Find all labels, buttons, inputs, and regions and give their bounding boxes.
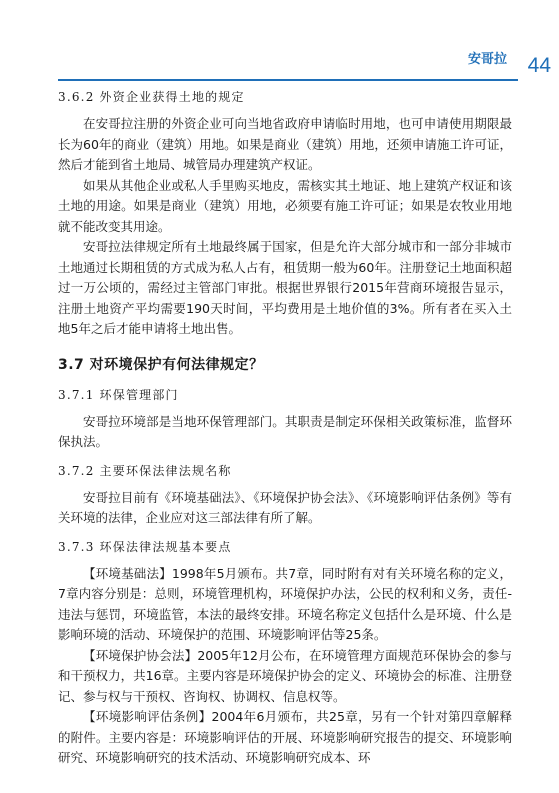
heading-3-6-2: 3.6.2 外资企业获得土地的规定 xyxy=(58,90,245,104)
paragraph: 如果从其他企业或私人手里购买地皮，需核实其土地证、地上建筑产权证和该土地的用途。如果是商业（建筑）用地，必须要有施工许可证；如果是农牧业用地就不能改变其用途。 xyxy=(58,177,512,234)
paragraph: 【环境基础法】1998年5月颁布。共7章，同时附有对有关环境名称的定义，7章内容分别是：总则，环境管理机构，环境保护办法，公民的权利和义务，责任-违法与惩罚，环境监管，本法的最终安排。环境名称定义包括什么是环境、什么是影响环境的活动、环境保护的范围、环境影响评估等25条。 xyxy=(58,565,512,642)
paragraph: 安哥拉目前有《环境基础法》、《环境保护协会法》、《环境影响评估条例》等有关环境的法律，企业应对这三部法律有所了解。 xyxy=(58,489,512,525)
page-body xyxy=(58,88,512,769)
heading-3-7-3: 3.7.3 环保法律法规基本要点 xyxy=(58,539,232,554)
header-divider xyxy=(58,79,518,81)
paragraph: 安哥拉环境部是当地环保管理部门。其职责是制定环保相关政策标准，监督环保执法。 xyxy=(58,413,512,449)
paragraph: 【环境影响评估条例】2004年6月颁布，共25章，另有一个针对第四章解释的附件。主要内容是：环境影响评估的开展、环境影响研究报告的提交、环境影响研究、环境影响研究的技术活动、环境影响研究成本、环 xyxy=(58,709,512,765)
heading-3-7-1: 3.7.1 环保管理部门 xyxy=(58,387,179,402)
paragraph: 在安哥拉注册的外资企业可向当地省政府申请临时用地，也可申请使用期限最长为60年的商业（建筑）用地。如果是商业（建筑）用地，还须申请施工许可证，然后才能到省土地局、城管局办理建筑产权证。 xyxy=(58,116,512,172)
page-number: 44 xyxy=(527,54,551,77)
paragraph: 【环境保护协会法】2005年12月公布，在环境管理方面规范环保协会的参与和干预权力，共16章。主要内容是环境保护协会的定义、环境协会的标准、注册登记、参与权与干预权、咨询权、协调权、信息权等。 xyxy=(58,647,512,704)
paragraph: 安哥拉法律规定所有土地最终属于国家，但是允许大部分城市和一部分非城市土地通过长期租赁的方式成为私人占有，租赁期一般为60年。注册登记土地面积超过一万公顷的，需经过主管部门审批。根据世界银行2015年营商环境报告显示，注册土地资产平均需要190天时间，平均费用是土地价值的3%。所有者在买入土地5年之后才能申请将土地出售。 xyxy=(58,239,512,336)
header-country-label: 安哥拉 xyxy=(467,52,507,67)
page-header xyxy=(0,0,559,80)
heading-3-7-2: 3.7.2 主要环保法律法规名称 xyxy=(58,463,232,478)
heading-3-7: 3.7 对环境保护有何法律规定？ xyxy=(58,356,264,373)
